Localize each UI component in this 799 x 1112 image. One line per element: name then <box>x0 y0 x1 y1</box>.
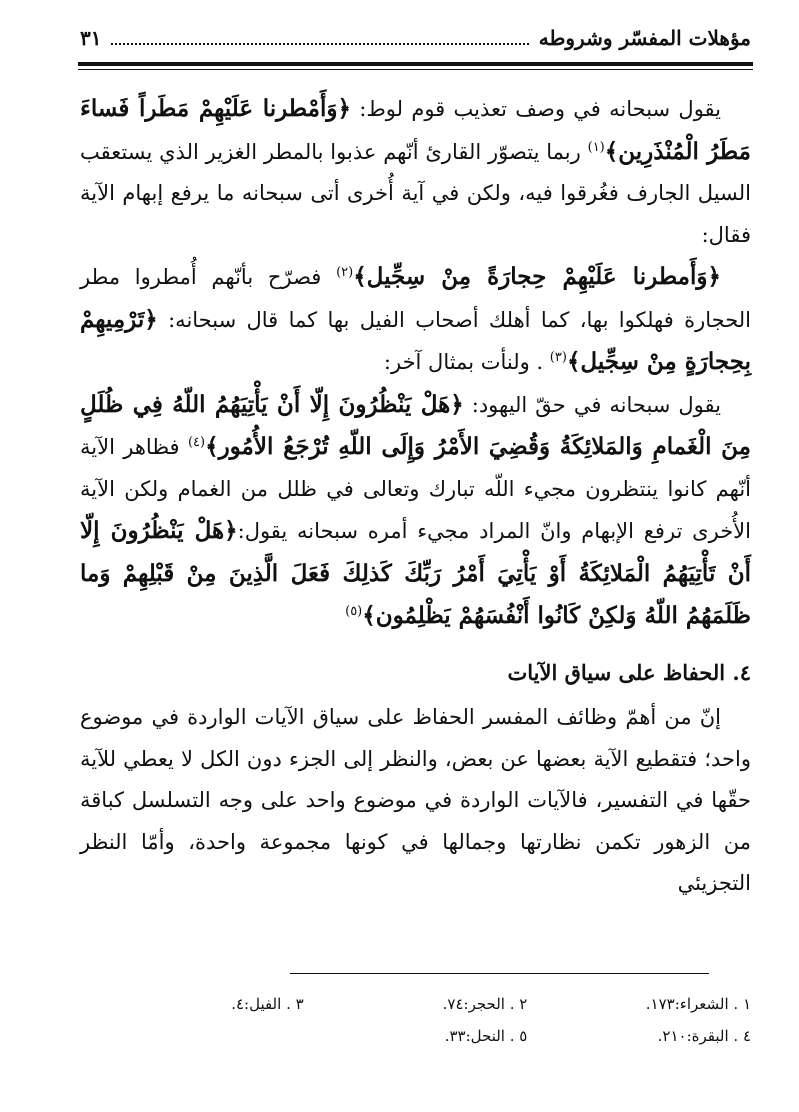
footnote-ref: (٣) <box>549 350 567 365</box>
quran-verse: ﴿وَأَمطرنا عَلَيْهِمْ حِجارَةً مِنْ سِجِّيل﴾ <box>353 263 721 290</box>
section-heading: ٤. الحفاظ على سياق الآيات <box>507 659 751 685</box>
text: فظاهر الآية أنّهم كانوا ينتظرون مجيء اللّه تبارك وتعالى في ظلل من الغمام ولكن الآية الأُخرى ترفع الإبهام وانّ المراد مجيء أمره سبحانه يقول: <box>80 435 751 543</box>
quran-verse: ﴿وَأَمْطرنا عَلَيْهِمْ مَطَراً فَساءَ مَطَرُ الْمُنْذَرِين﴾ <box>80 95 751 165</box>
quran-verse: ﴿هَلْ يَنْظُرُونَ إِلّا أَنْ يَأْتِيَهُمُ اللّهُ فِي ظُلَلٍ مِنَ الْغَمامِ وَالمَلائِكَةُ وَقُضِيَ الأَمْرُ وَإِلَى اللّهِ تُرْجَعُ الأُمُور﴾ <box>80 390 752 460</box>
paragraph-2 <box>80 256 751 384</box>
footnote-ref: (٤) <box>187 435 206 450</box>
paragraph-3 <box>80 384 751 638</box>
paragraph-1 <box>80 88 751 256</box>
page-header <box>80 26 751 60</box>
header-rule-thin <box>78 69 753 70</box>
paragraph-4: إنّ من أهمّ وظائف المفسر الحفاظ على سياق الآيات الواردة في موضوع واحد؛ فتقطيع الآية بعضها عن بعض، والنظر إلى الجزء دون الكل لا يعطي للآية حقّها في التفسير، فالآيات الواردة في موضوع واحد على وجه التسلسل كباقة من الزهور تكمن نظارتها وجمالها في كونها مجموعة واحدة، وأمّا النظر التجزيئي <box>80 705 751 895</box>
text: ربما يتصوّر القارئ أنّهم عذبوا بالمطر الغزير الذي يستعقب السيل الجارف فغُرقوا فيه، ولكن في آية أُخرى أتى سبحانه ما يرفع إبهام الآية فقال: <box>80 139 751 247</box>
running-title: مؤهلات المفسّر وشروطه <box>538 26 751 50</box>
footnote-ref: (٢) <box>336 265 354 280</box>
header-rule-thick <box>78 62 753 66</box>
quran-verse: ﴿هَلْ يَنْظُرُونَ إِلّا أَنْ تَأْتِيَهُمُ الْمَلائِكَةُ أَوْ يَأْتِيَ أَمْرُ رَبِّكَ كَذلِكَ فَعَلَ الَّذِينَ مِنْ قَبْلِهِمْ وَما ظَلَمَهُمُ اللّهُ وَلكِنْ كَانُوا أَنْفُسَهُمْ يَظْلِمُون﴾ <box>80 517 751 629</box>
text: فصرّح بأنّهم أُمطروا مطر الحجارة فهلكوا بها، كما أهلك أصحاب الفيل بها كما قال سبحانه: <box>80 265 751 332</box>
footnote-divider <box>290 973 709 974</box>
footnote-ref: (١) <box>587 139 605 155</box>
text: يقول سبحانه في حقّ اليهود: <box>463 392 721 417</box>
footnotes <box>80 988 751 1052</box>
quran-verse: ﴿تَرْمِيهِمْ بِحِجارَةٍ مِنْ سِجِّيل﴾ <box>80 305 751 375</box>
page-number: ٣١ <box>80 26 102 50</box>
footnote-1: ١ . الشعراء:١٧٣. <box>645 995 751 1013</box>
text: . ولنأت بمثال آخر: <box>383 350 550 374</box>
text: يقول سبحانه في وصف تعذيب قوم لوط: <box>350 97 722 121</box>
footnote-2: ٢ . الحجر:٧٤. <box>442 995 528 1013</box>
dotted-leader <box>111 43 528 45</box>
main-text <box>80 88 751 905</box>
footnote-3: ٣ . الفيل:٤. <box>231 995 304 1013</box>
footnote-5: ٥ . النحل:٣٣. <box>444 1027 528 1045</box>
footnote-4: ٤ . البقرة:٢١٠. <box>657 1027 751 1045</box>
footnote-ref: (٥) <box>345 604 363 619</box>
